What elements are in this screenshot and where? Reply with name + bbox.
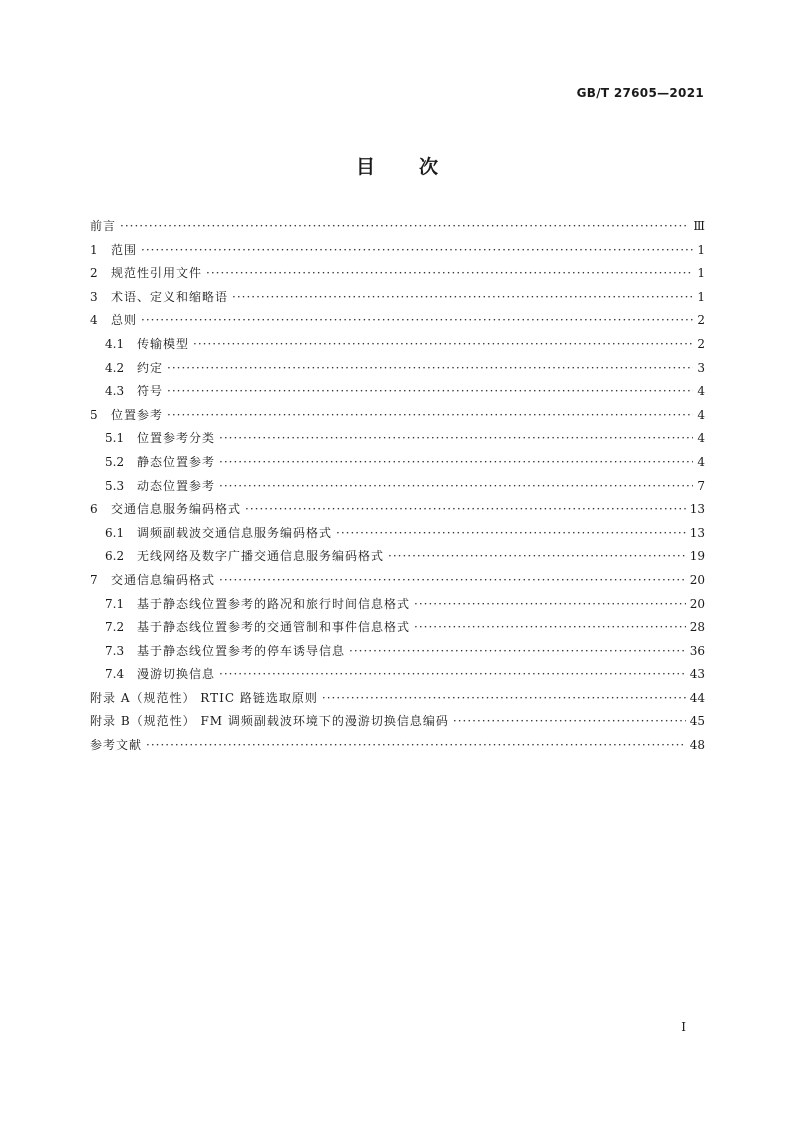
toc-entry-number: 7 xyxy=(90,572,98,587)
toc-entry[interactable] xyxy=(90,311,705,335)
toc-entry-label: 前言 xyxy=(90,219,117,233)
toc-entry-number: 2 xyxy=(90,266,98,281)
toc-entry[interactable] xyxy=(90,571,705,595)
toc-leader-dots xyxy=(349,644,686,658)
toc-entry-number: 4.2 xyxy=(105,360,125,375)
toc-leader-dots xyxy=(167,384,693,398)
toc-entry-page: Ⅲ xyxy=(693,219,705,233)
toc-entry-page: 7 xyxy=(697,478,705,493)
toc-leader-dots xyxy=(141,313,693,327)
toc-entry-number: 5 xyxy=(90,407,98,422)
toc-entry-page: 28 xyxy=(689,620,705,635)
toc-leader-dots xyxy=(219,455,693,469)
toc-leader-dots xyxy=(232,290,693,304)
toc-entry-number: 6.2 xyxy=(105,549,125,564)
toc-entry-label: 基于静态线位置参考的交通管制和事件信息格式 xyxy=(137,620,411,635)
toc-entry-number: 1 xyxy=(90,242,98,257)
toc-entry-label: 范围 xyxy=(111,242,138,257)
toc-entry-label: 静态位置参考 xyxy=(137,454,216,469)
toc-leader-dots xyxy=(414,597,686,611)
toc-leader-dots xyxy=(219,479,693,493)
toc-entry-number: 6.1 xyxy=(105,525,125,540)
toc-leader-dots xyxy=(167,361,693,375)
toc-entry[interactable] xyxy=(90,264,705,288)
toc-entry-number: 7.1 xyxy=(105,596,125,611)
toc-entry[interactable] xyxy=(90,382,705,406)
toc-entry-label: 调频副载波交通信息服务编码格式 xyxy=(137,525,333,540)
toc-entry[interactable] xyxy=(90,477,705,501)
toc-entry-number: 5.2 xyxy=(105,454,125,469)
toc-entry[interactable] xyxy=(90,712,705,736)
toc-entry-label: 参考文献 xyxy=(90,738,143,753)
toc-entry[interactable] xyxy=(90,595,705,619)
toc-entry-label: 无线网络及数字广播交通信息服务编码格式 xyxy=(137,549,385,564)
toc-entry-page: 4 xyxy=(697,431,705,446)
table-of-contents xyxy=(90,217,705,760)
toc-entry[interactable] xyxy=(90,547,705,571)
toc-entry-number: 7.4 xyxy=(105,667,125,682)
toc-entry[interactable] xyxy=(90,288,705,312)
toc-entry-page: 2 xyxy=(697,313,705,328)
toc-entry[interactable] xyxy=(90,429,705,453)
toc-entry-number: 6 xyxy=(90,502,98,517)
toc-leader-dots xyxy=(453,714,686,728)
toc-entry-page: 44 xyxy=(689,690,705,705)
standard-number: GB/T 27605—2021 xyxy=(576,86,704,100)
toc-entry-label: 附录 A（规范性） RTIC 路链选取原则 xyxy=(90,690,318,705)
toc-entry-label: 漫游切换信息 xyxy=(137,667,216,682)
toc-entry-page: 43 xyxy=(689,667,705,682)
toc-entry-number: 3 xyxy=(90,289,98,304)
toc-entry[interactable] xyxy=(90,335,705,359)
toc-entry-number: 5.3 xyxy=(105,478,125,493)
toc-entry[interactable] xyxy=(90,618,705,642)
toc-entry-page: 1 xyxy=(697,289,705,304)
toc-entry-label: 传输模型 xyxy=(137,336,190,351)
toc-entry-page: 4 xyxy=(697,454,705,469)
toc-entry[interactable] xyxy=(90,359,705,383)
toc-entry-label: 动态位置参考 xyxy=(137,478,216,493)
toc-entry-number: 7.2 xyxy=(105,620,125,635)
toc-entry-page: 45 xyxy=(689,714,705,729)
toc-entry-label: 基于静态线位置参考的停车诱导信息 xyxy=(137,643,346,658)
toc-entry-number: 5.1 xyxy=(105,431,125,446)
toc-entry-page: 36 xyxy=(689,643,705,658)
toc-leader-dots xyxy=(336,526,686,540)
toc-entry[interactable] xyxy=(90,217,705,241)
toc-leader-dots xyxy=(193,337,693,351)
toc-leader-dots xyxy=(219,667,686,681)
toc-entry[interactable] xyxy=(90,665,705,689)
toc-entry-page: 4 xyxy=(697,407,705,422)
toc-leader-dots xyxy=(141,243,693,257)
toc-leader-dots xyxy=(206,266,693,280)
toc-entry-number: 4.1 xyxy=(105,336,125,351)
toc-entry-label: 符号 xyxy=(137,384,164,399)
toc-entry-page: 20 xyxy=(689,572,705,587)
toc-entry[interactable] xyxy=(90,736,705,760)
toc-entry-number: 7.3 xyxy=(105,643,125,658)
toc-entry-page: 3 xyxy=(697,360,705,375)
toc-entry-page: 2 xyxy=(697,336,705,351)
toc-entry-label: 规范性引用文件 xyxy=(111,266,203,281)
toc-entry-page: 20 xyxy=(689,596,705,611)
toc-entry[interactable] xyxy=(90,406,705,430)
toc-entry-number: 4 xyxy=(90,313,98,328)
toc-leader-dots xyxy=(167,408,693,422)
toc-leader-dots xyxy=(219,573,686,587)
toc-entry-label: 附录 B（规范性） FM 调频副载波环境下的漫游切换信息编码 xyxy=(90,714,449,729)
page-number: I xyxy=(681,1020,686,1034)
toc-entry-label: 术语、定义和缩略语 xyxy=(111,289,229,304)
toc-leader-dots xyxy=(120,219,689,233)
page-title: 目次 xyxy=(355,156,482,178)
toc-leader-dots xyxy=(388,549,686,563)
toc-entry[interactable] xyxy=(90,453,705,477)
toc-entry-page: 1 xyxy=(697,242,705,257)
toc-entry-page: 1 xyxy=(697,266,705,281)
toc-entry-page: 13 xyxy=(689,525,705,540)
toc-leader-dots xyxy=(219,431,693,445)
toc-leader-dots xyxy=(414,620,686,634)
toc-entry-page: 4 xyxy=(697,384,705,399)
toc-entry[interactable] xyxy=(90,500,705,524)
toc-leader-dots xyxy=(146,738,686,752)
toc-entry-label: 交通信息编码格式 xyxy=(111,572,216,587)
toc-entry-number: 4.3 xyxy=(105,384,125,399)
toc-entry-label: 交通信息服务编码格式 xyxy=(111,502,242,517)
toc-leader-dots xyxy=(245,502,686,516)
toc-entry[interactable] xyxy=(90,524,705,548)
toc-entry-label: 约定 xyxy=(137,360,164,375)
toc-entry[interactable] xyxy=(90,689,705,713)
toc-entry-label: 总则 xyxy=(111,313,138,328)
toc-entry[interactable] xyxy=(90,241,705,265)
toc-entry-page: 13 xyxy=(689,502,705,517)
toc-entry-label: 位置参考分类 xyxy=(137,431,216,446)
toc-entry-page: 48 xyxy=(689,738,705,753)
toc-entry-label: 基于静态线位置参考的路况和旅行时间信息格式 xyxy=(137,596,411,611)
toc-entry-page: 19 xyxy=(689,549,705,564)
toc-entry-label: 位置参考 xyxy=(111,407,164,422)
toc-leader-dots xyxy=(322,691,686,705)
toc-entry[interactable] xyxy=(90,642,705,666)
